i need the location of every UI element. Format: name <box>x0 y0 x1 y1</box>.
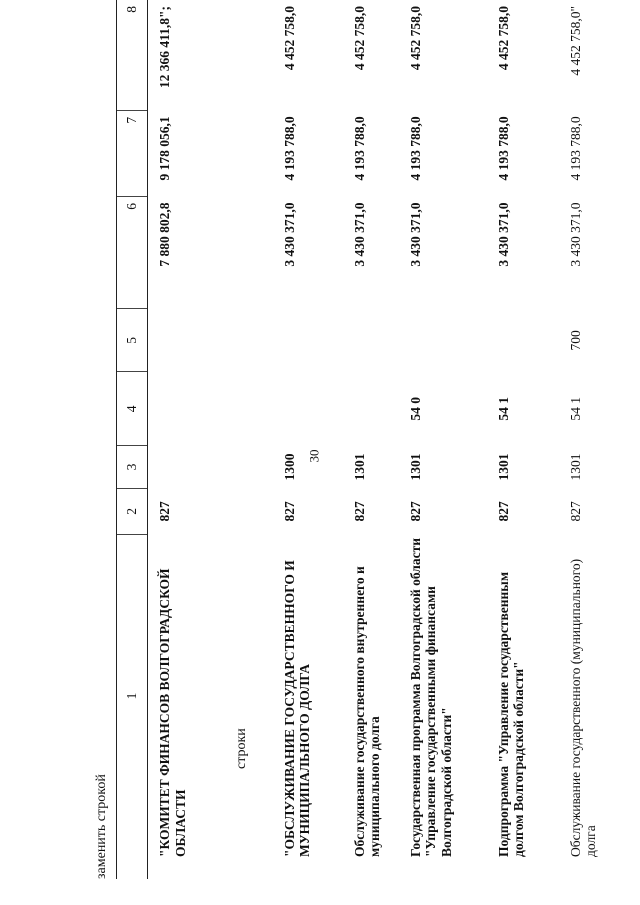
column-header-1: 1 <box>117 534 148 879</box>
row-col-7: 4 193 788,0 <box>351 116 367 181</box>
row-name: "КОМИТЕТ ФИНАНСОВ ВОЛГОГРАДСКОЙ ОБЛАСТИ <box>157 568 188 857</box>
row-col-6: 3 430 371,0 <box>281 202 297 267</box>
row-col-4: 54 1 <box>495 397 511 421</box>
row-col-7: 4 193 788,0 <box>495 116 511 181</box>
page-number: 30 <box>306 449 322 463</box>
table-row <box>282 0 352 879</box>
row-name: Государственная программа Волгоградской области "Управление государственными финансами Волгоградской области" <box>407 538 455 857</box>
column-header-8: 8 <box>117 0 148 110</box>
column-header-3: 3 <box>117 446 148 489</box>
row-col-2: 827 <box>407 501 423 522</box>
row-col-2: 827 <box>495 501 511 522</box>
row-col-6: 3 430 371,0 <box>407 202 423 267</box>
row-col-3: 1300 <box>281 453 297 481</box>
row-col-6: 3 430 371,0 <box>351 202 367 267</box>
row-col-8: 4 452 758,0 <box>407 6 423 71</box>
row-col-6: 7 880 802,8 <box>157 202 172 267</box>
row-col-4: 54 0 <box>407 397 423 421</box>
row-col-3: 1301 <box>351 453 367 481</box>
budget-table <box>116 0 612 879</box>
row-col-3: 1301 <box>495 453 511 481</box>
row-name: "ОБСЛУЖИВАНИЕ ГОСУДАРСТВЕННОГО И МУНИЦИПАЛЬНОГО ДОЛГА <box>281 560 313 857</box>
table-row <box>352 0 408 879</box>
row-col-7: 4 193 788,0 <box>407 116 423 181</box>
row-col-8: 4 452 758,0 <box>495 6 511 71</box>
row-col-6: 3 430 371,0 <box>567 202 583 267</box>
row-col-7: 4 193 788,0 <box>281 116 297 181</box>
row-col-7: 9 178 056,1 <box>157 116 172 181</box>
column-header-6: 6 <box>117 197 148 309</box>
row-col-2: 827 <box>281 501 297 522</box>
row-col-5: 700 <box>567 330 583 351</box>
row-name: Обслуживание государственного (муниципального) долга <box>567 558 599 857</box>
row-col-5 <box>148 309 234 372</box>
table-row <box>234 0 282 879</box>
row-col-7: 4 193 788,0 <box>567 116 583 181</box>
row-col-8: 4 452 758,0 <box>281 6 297 71</box>
table-row <box>496 0 568 879</box>
row-col-4 <box>148 372 234 446</box>
row-col-8: 4 452 758,0 <box>351 6 367 71</box>
row-name: Подпрограмма "Управление государственным долгом Волгоградской области" <box>495 571 527 857</box>
row-col-2: 827 <box>351 501 367 522</box>
row-name: Обслуживание государственного внутреннего и муниципального долга <box>351 566 383 857</box>
row-col-6: 3 430 371,0 <box>495 202 511 267</box>
column-header-4: 4 <box>117 372 148 446</box>
row-name: строки <box>233 728 249 769</box>
row-col-8: 12 366 411,8"; <box>157 6 172 89</box>
row-col-4: 54 1 <box>567 397 583 421</box>
column-header-7: 7 <box>117 110 148 196</box>
row-col-3: 1301 <box>567 453 583 481</box>
row-col-3: 1301 <box>407 453 423 481</box>
row-col-8: 4 452 758,0" <box>567 6 583 76</box>
column-header-5: 5 <box>117 309 148 372</box>
table-header-row <box>117 0 148 879</box>
table-row <box>148 0 234 879</box>
table-row <box>568 0 612 879</box>
row-col-2: 827 <box>567 501 583 522</box>
row-col-3 <box>148 446 234 489</box>
replace-instruction: заменить строкой <box>94 774 109 879</box>
column-header-2: 2 <box>117 488 148 534</box>
table-row <box>408 0 496 879</box>
row-col-2: 827 <box>157 501 172 522</box>
